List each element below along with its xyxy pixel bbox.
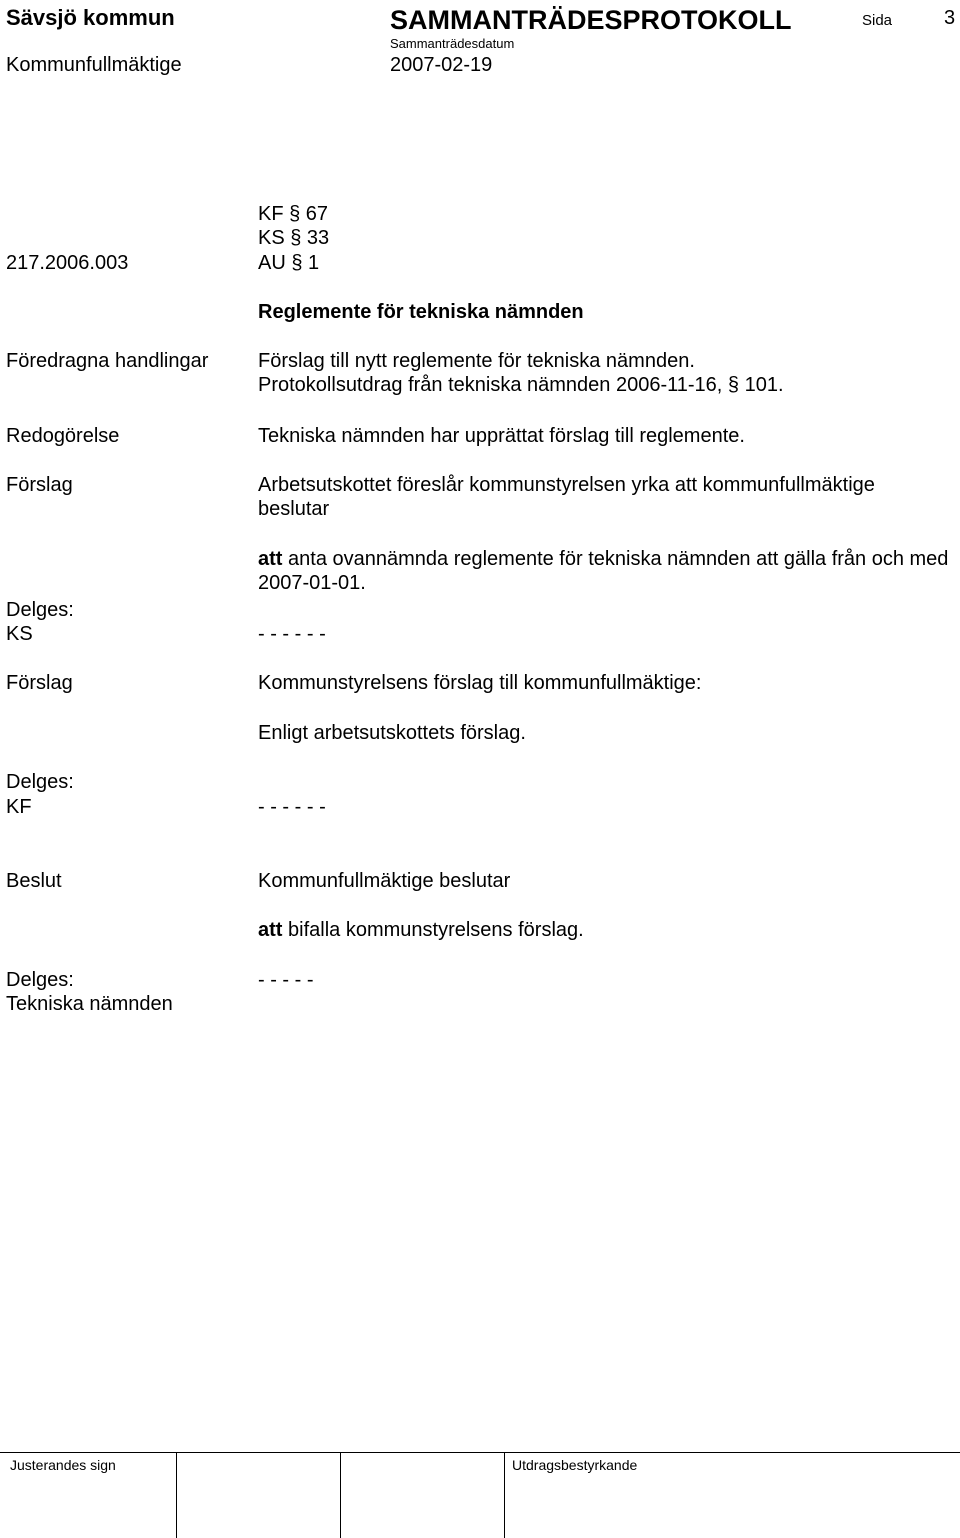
forslag-label-1: Förslag bbox=[6, 474, 73, 496]
att-keyword: att bbox=[258, 919, 283, 941]
forslag-text-2: Kommunstyrelsens förslag till kommunfullmäktige: bbox=[258, 672, 702, 694]
beslut-text: Kommunfullmäktige beslutar bbox=[258, 870, 511, 892]
delges-label-1: Delges: bbox=[6, 599, 74, 621]
justerandes-sign-label: Justerandes sign bbox=[10, 1457, 116, 1473]
meeting-date: 2007-02-19 bbox=[390, 54, 493, 76]
att-clause-2 bbox=[258, 918, 584, 942]
redogorelse-text: Tekniska nämnden har upprättat förslag till reglemente. bbox=[258, 425, 745, 447]
beslut-label: Beslut bbox=[6, 870, 62, 892]
meeting-date-label: Sammanträdesdatum bbox=[390, 36, 515, 51]
ks-reference: KS § 33 bbox=[258, 227, 330, 249]
document-title: SAMMANTRÄDESPROTOKOLL bbox=[390, 5, 792, 35]
att-clause-text: bifalla kommunstyrelsens förslag. bbox=[282, 919, 584, 941]
forslag-text-2-line-2: Enligt arbetsutskottets förslag. bbox=[258, 722, 526, 744]
att-clause-text: anta ovannämnda reglemente för tekniska nämnden att gälla från och med 2007-01-01. bbox=[258, 548, 949, 594]
delges-dashes-3: - - - - - bbox=[258, 969, 314, 991]
foredragna-line-1: Förslag till nytt reglemente för tekniska nämnden. bbox=[258, 350, 695, 372]
footer-divider bbox=[0, 1452, 960, 1453]
delges-recipient-1: KS bbox=[6, 623, 33, 645]
organization-name: Sävsjö kommun bbox=[6, 5, 175, 30]
delges-dashes-2: - - - - - - bbox=[258, 796, 326, 818]
forslag-text-1: Arbetsutskottet föreslår kommunstyrelsen yrka att kommunfullmäktige beslutar bbox=[258, 474, 875, 520]
case-number: 217.2006.003 bbox=[6, 252, 129, 274]
footer-column-divider bbox=[340, 1452, 341, 1538]
att-clause-1 bbox=[258, 547, 958, 595]
footer-column-divider bbox=[176, 1452, 177, 1538]
meeting-body: Kommunfullmäktige bbox=[6, 54, 182, 76]
page-number: 3 bbox=[944, 7, 956, 29]
delges-recipient-3: Tekniska nämnden bbox=[6, 993, 173, 1015]
page-label: Sida bbox=[862, 12, 893, 29]
utdragsbestyrkande-label: Utdragsbestyrkande bbox=[512, 1457, 638, 1473]
redogorelse-label: Redogörelse bbox=[6, 425, 120, 447]
delges-dashes-1: - - - - - - bbox=[258, 623, 326, 645]
au-reference: AU § 1 bbox=[258, 252, 320, 274]
footer-column-divider bbox=[504, 1452, 505, 1538]
foredragna-line-2: Protokollsutdrag från tekniska nämnden 2006-11-16, § 101. bbox=[258, 374, 784, 396]
forslag-label-2: Förslag bbox=[6, 672, 73, 694]
delges-label-3: Delges: bbox=[6, 969, 74, 991]
foredragna-label: Föredragna handlingar bbox=[6, 350, 209, 372]
delges-recipient-2: KF bbox=[6, 796, 32, 818]
section-heading: Reglemente för tekniska nämnden bbox=[258, 301, 584, 323]
att-keyword: att bbox=[258, 548, 283, 570]
delges-label-2: Delges: bbox=[6, 771, 74, 793]
kf-reference: KF § 67 bbox=[258, 203, 329, 225]
